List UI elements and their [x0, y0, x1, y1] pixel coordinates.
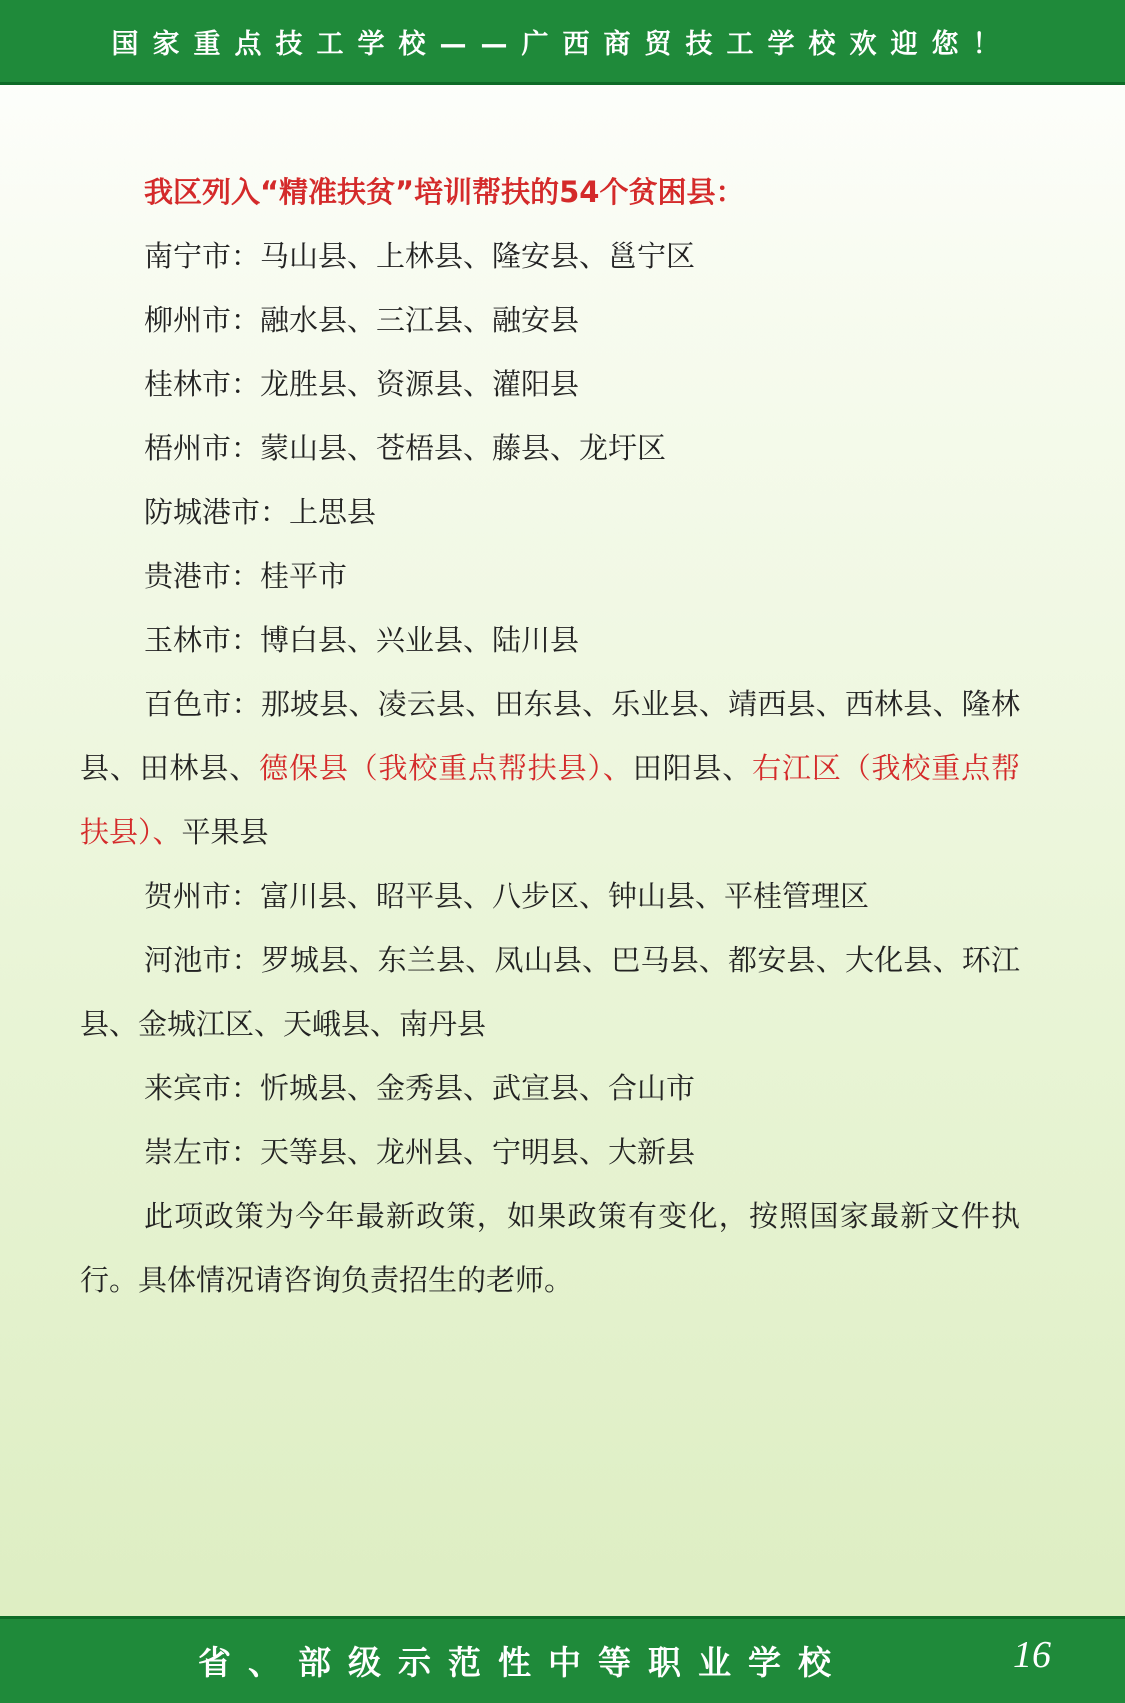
list-item-fangchenggang: 防城港市：上思县: [144, 495, 377, 529]
list-item-liuzhou: 柳州市：融水县、三江县、融安县: [144, 303, 580, 337]
list-item-nanning: 南宁市：马山县、上林县、隆安县、邕宁区: [144, 239, 696, 273]
list-item-chongzuo: 崇左市：天等县、龙州县、宁明县、大新县: [144, 1135, 696, 1169]
page-number: 16: [1013, 1634, 1051, 1676]
baise-highlight-debao: 德保县（我校重点帮扶县）、: [259, 751, 633, 785]
section-heading: 我区列入“精准扶贫”培训帮扶的54个贫困县：: [144, 175, 745, 209]
list-item-baise: [80, 672, 1020, 864]
policy-note: 此项政策为今年最新政策，如果政策有变化，按照国家最新文件执行。具体情况请咨询负责招生的老师。: [80, 1199, 1020, 1297]
baise-text-2: 田阳县、: [632, 751, 753, 785]
document-body: [80, 160, 1020, 1312]
list-item-laibin: 来宾市：忻城县、金秀县、武宣县、合山市: [144, 1071, 696, 1105]
header-bar: [0, 0, 1125, 85]
baise-text-3: 平果县: [181, 815, 269, 849]
list-item-guilin: 桂林市：龙胜县、资源县、灌阳县: [144, 367, 580, 401]
list-item-wuzhou: 梧州市：蒙山县、苍梧县、藤县、龙圩区: [144, 431, 667, 465]
list-item-hezhou: 贺州市：富川县、昭平县、八步区、钟山县、平桂管理区: [144, 879, 870, 913]
baise-text-1: 百色市：那坡县、凌云县、田东县、乐业县、靖西县、西林县、隆林县、田林县、: [80, 687, 1020, 785]
header-title: 国家重点技工学校——广西商贸技工学校欢迎您！: [111, 28, 1014, 60]
list-item-yulin: 玉林市：博白县、兴业县、陆川县: [144, 623, 580, 657]
footer-title: 省、部级示范性中等职业学校: [198, 1643, 848, 1682]
footer-bar: [0, 1616, 1125, 1703]
list-item-guigang: 贵港市：桂平市: [144, 559, 348, 593]
baise-highlight-youjiang: 右江区（我校重点帮扶县）、: [80, 751, 1020, 849]
list-item-hechi: 河池市：罗城县、东兰县、凤山县、巴马县、都安县、大化县、环江县、金城江区、天峨县、南丹县: [80, 943, 1020, 1041]
